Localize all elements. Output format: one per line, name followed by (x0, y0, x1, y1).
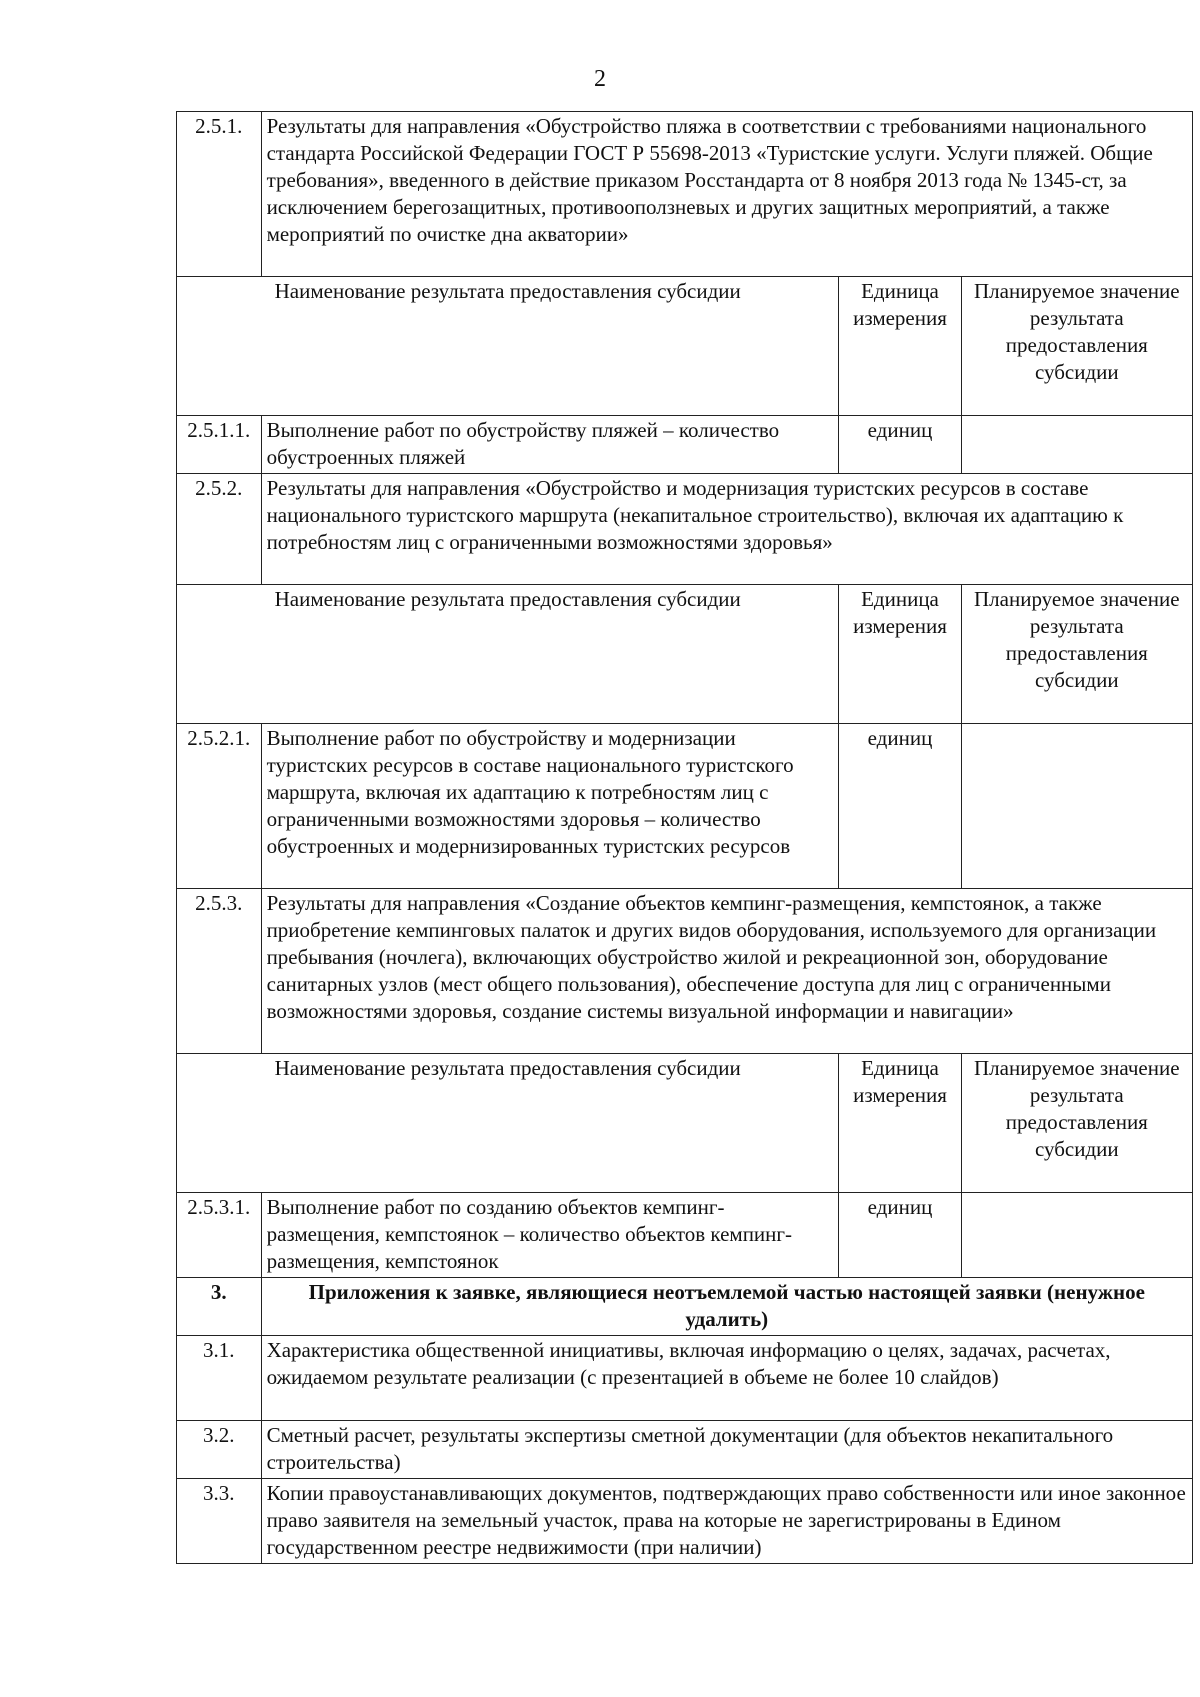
header-result-name: Наименование результата предоставления субсидии (177, 1054, 839, 1193)
section-title: Результаты для направления «Обустройство пляжа в соответствии с требованиями национального стандарта Российской Федерации ГОСТ Р 55698-2013 «Туристские услуги. Услуги пляжей. Общие требования», введенного в действие приказом Росстандарта от 8 ноября 2013 года № 1345-ст, за исключением берегозащитных, противооползневых и других защитных мероприятий, а также мероприятий по очистке дна акватории» (261, 112, 1192, 277)
item-text: Выполнение работ по обустройству и модернизации туристских ресурсов в составе национального туристского маршрута, включая их адаптацию к потребностям лиц с ограниченными возможностями здоровья – количество обустроенных и модернизированных туристских ресурсов (261, 724, 839, 889)
appendix-item-row (177, 1479, 1193, 1564)
appendix-item-text: Характеристика общественной инициативы, включая информацию о целях, задачах, расчетах, ожидаемом результате реализации (с презентацией в объеме не более 10 слайдов) (261, 1336, 1192, 1421)
results-header-row (177, 585, 1193, 724)
header-planned-value: Планируемое значение результата предоставления субсидии (961, 585, 1192, 724)
section-number: 2.5.1. (177, 112, 262, 277)
section-number: 2.5.3. (177, 889, 262, 1054)
header-planned-value: Планируемое значение результата предоставления субсидии (961, 1054, 1192, 1193)
result-item-row (177, 724, 1193, 889)
section-number: 2.5.2. (177, 474, 262, 585)
appendix-item-number: 3.2. (177, 1421, 262, 1479)
page-number: 2 (594, 66, 606, 92)
appendix-header-row (177, 1278, 1193, 1336)
item-unit: единиц (839, 724, 961, 889)
item-unit: единиц (839, 1193, 961, 1278)
appendix-number: 3. (177, 1278, 262, 1336)
item-number: 2.5.2.1. (177, 724, 262, 889)
item-unit: единиц (839, 416, 961, 474)
item-number: 2.5.1.1. (177, 416, 262, 474)
header-unit: Единица измерения (839, 1054, 961, 1193)
result-item-row (177, 416, 1193, 474)
result-item-row (177, 1193, 1193, 1278)
appendix-item-row (177, 1421, 1193, 1479)
item-number: 2.5.3.1. (177, 1193, 262, 1278)
header-result-name: Наименование результата предоставления субсидии (177, 585, 839, 724)
header-unit: Единица измерения (839, 585, 961, 724)
results-header-row (177, 277, 1193, 416)
header-unit: Единица измерения (839, 277, 961, 416)
application-form-table (176, 111, 1193, 1564)
appendix-item-number: 3.1. (177, 1336, 262, 1421)
header-result-name: Наименование результата предоставления субсидии (177, 277, 839, 416)
item-text: Выполнение работ по обустройству пляжей – количество обустроенных пляжей (261, 416, 839, 474)
section-title: Результаты для направления «Обустройство и модернизация туристских ресурсов в составе национального туристского маршрута (некапитальное строительство), включая их адаптацию к потребностям лиц с ограниченными возможностями здоровья» (261, 474, 1192, 585)
results-header-row (177, 1054, 1193, 1193)
appendix-item-number: 3.3. (177, 1479, 262, 1564)
appendix-title: Приложения к заявке, являющиеся неотъемлемой частью настоящей заявки (ненужное удалить) (261, 1278, 1192, 1336)
item-text: Выполнение работ по созданию объектов кемпинг-размещения, кемпстоянок – количество объектов кемпинг-размещения, кемпстоянок (261, 1193, 839, 1278)
appendix-item-text: Сметный расчет, результаты экспертизы сметной документации (для объектов некапитального строительства) (261, 1421, 1192, 1479)
section-row (177, 112, 1193, 277)
section-row (177, 474, 1193, 585)
section-title: Результаты для направления «Создание объектов кемпинг-размещения, кемпстоянок, а также приобретение кемпинговых палаток и других видов оборудования, используемого для организации пребывания (ночлега), включающих обустройство жилой и рекреационной зон, оборудование санитарных узлов (мест общего пользования), обеспечение доступа для лиц с ограниченными возможностями здоровья, создание системы визуальной информации и навигации» (261, 889, 1192, 1054)
appendix-item-row (177, 1336, 1193, 1421)
item-planned-value-field[interactable] (961, 724, 1192, 889)
item-planned-value-field[interactable] (961, 1193, 1192, 1278)
item-planned-value-field[interactable] (961, 416, 1192, 474)
appendix-item-text: Копии правоустанавливающих документов, подтверждающих право собственности или иное законное право заявителя на земельный участок, права на которые не зарегистрированы в Едином государственном реестре недвижимости (при наличии) (261, 1479, 1192, 1564)
header-planned-value: Планируемое значение результата предоставления субсидии (961, 277, 1192, 416)
section-row (177, 889, 1193, 1054)
